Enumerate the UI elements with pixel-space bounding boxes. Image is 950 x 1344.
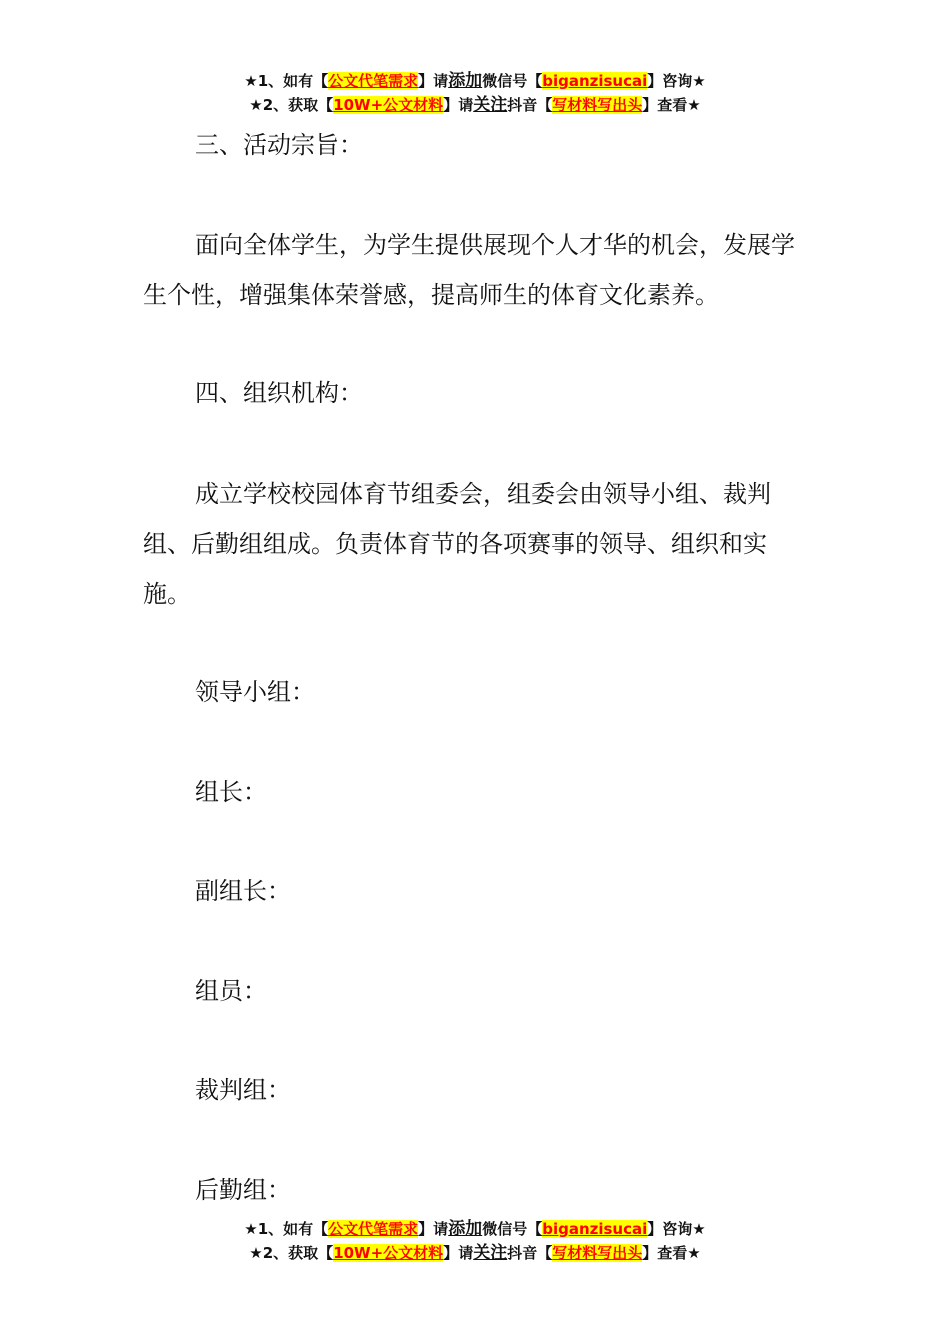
banner-text: ★2、获取【 xyxy=(249,96,334,114)
banner-highlight: biganzisucai xyxy=(542,1220,648,1238)
banner-text: 】咨询★ xyxy=(647,72,706,90)
referee-group-label: 裁判组： xyxy=(195,1076,291,1104)
banner-line-1 xyxy=(0,69,950,93)
footer-banner xyxy=(0,1217,950,1265)
banner-underline: 关注 xyxy=(473,1243,508,1263)
logistics-group-label: 后勤组： xyxy=(195,1176,291,1204)
banner-text: 】请 xyxy=(418,1220,449,1238)
banner-highlight: 公文代笔需求 xyxy=(328,72,419,90)
banner-text: 】查看★ xyxy=(642,96,701,114)
banner-highlight: 10W+公文材料 xyxy=(333,1244,444,1262)
banner-highlight: 写材料写出头 xyxy=(552,96,643,114)
banner-line-2 xyxy=(0,93,950,117)
organization-paragraph: 成立学校校园体育节组委会，组委会由领导小组、裁判组、后勤组组成。负责体育节的各项赛事的领导、组织和实施。 xyxy=(143,480,771,608)
members-label: 组员： xyxy=(195,977,267,1005)
banner-text: ★1、如有【 xyxy=(244,72,329,90)
banner-text: 】咨询★ xyxy=(647,1220,706,1238)
banner-line-2 xyxy=(0,1241,950,1265)
banner-highlight: biganzisucai xyxy=(542,72,648,90)
banner-text: 抖音【 xyxy=(507,96,553,114)
banner-line-1 xyxy=(0,1217,950,1241)
header-banner xyxy=(0,69,950,117)
banner-text: ★2、获取【 xyxy=(249,1244,334,1262)
banner-text: 】查看★ xyxy=(642,1244,701,1262)
purpose-paragraph: 面向全体学生，为学生提供展现个人才华的机会，发展学生个性，增强集体荣誉感，提高师生的体育文化素养。 xyxy=(143,231,795,309)
banner-highlight: 公文代笔需求 xyxy=(328,1220,419,1238)
leaders-label: 领导小组： xyxy=(195,678,315,706)
banner-text: ★1、如有【 xyxy=(244,1220,329,1238)
banner-text: 】请 xyxy=(443,1244,474,1262)
banner-text: 】请 xyxy=(418,72,449,90)
banner-highlight: 10W+公文材料 xyxy=(333,96,444,114)
section-heading-purpose: 三、活动宗旨： xyxy=(195,131,363,159)
banner-text: 抖音【 xyxy=(507,1244,553,1262)
banner-text: 】请 xyxy=(443,96,474,114)
deputy-leader-label: 副组长： xyxy=(195,877,291,905)
banner-underline: 关注 xyxy=(473,95,508,115)
banner-underline: 添加 xyxy=(448,1219,483,1239)
banner-text: 微信号【 xyxy=(482,72,543,90)
banner-highlight: 写材料写出头 xyxy=(552,1244,643,1262)
leader-label: 组长： xyxy=(195,778,267,806)
banner-text: 微信号【 xyxy=(482,1220,543,1238)
section-heading-organization: 四、组织机构： xyxy=(195,379,363,407)
banner-underline: 添加 xyxy=(448,71,483,91)
